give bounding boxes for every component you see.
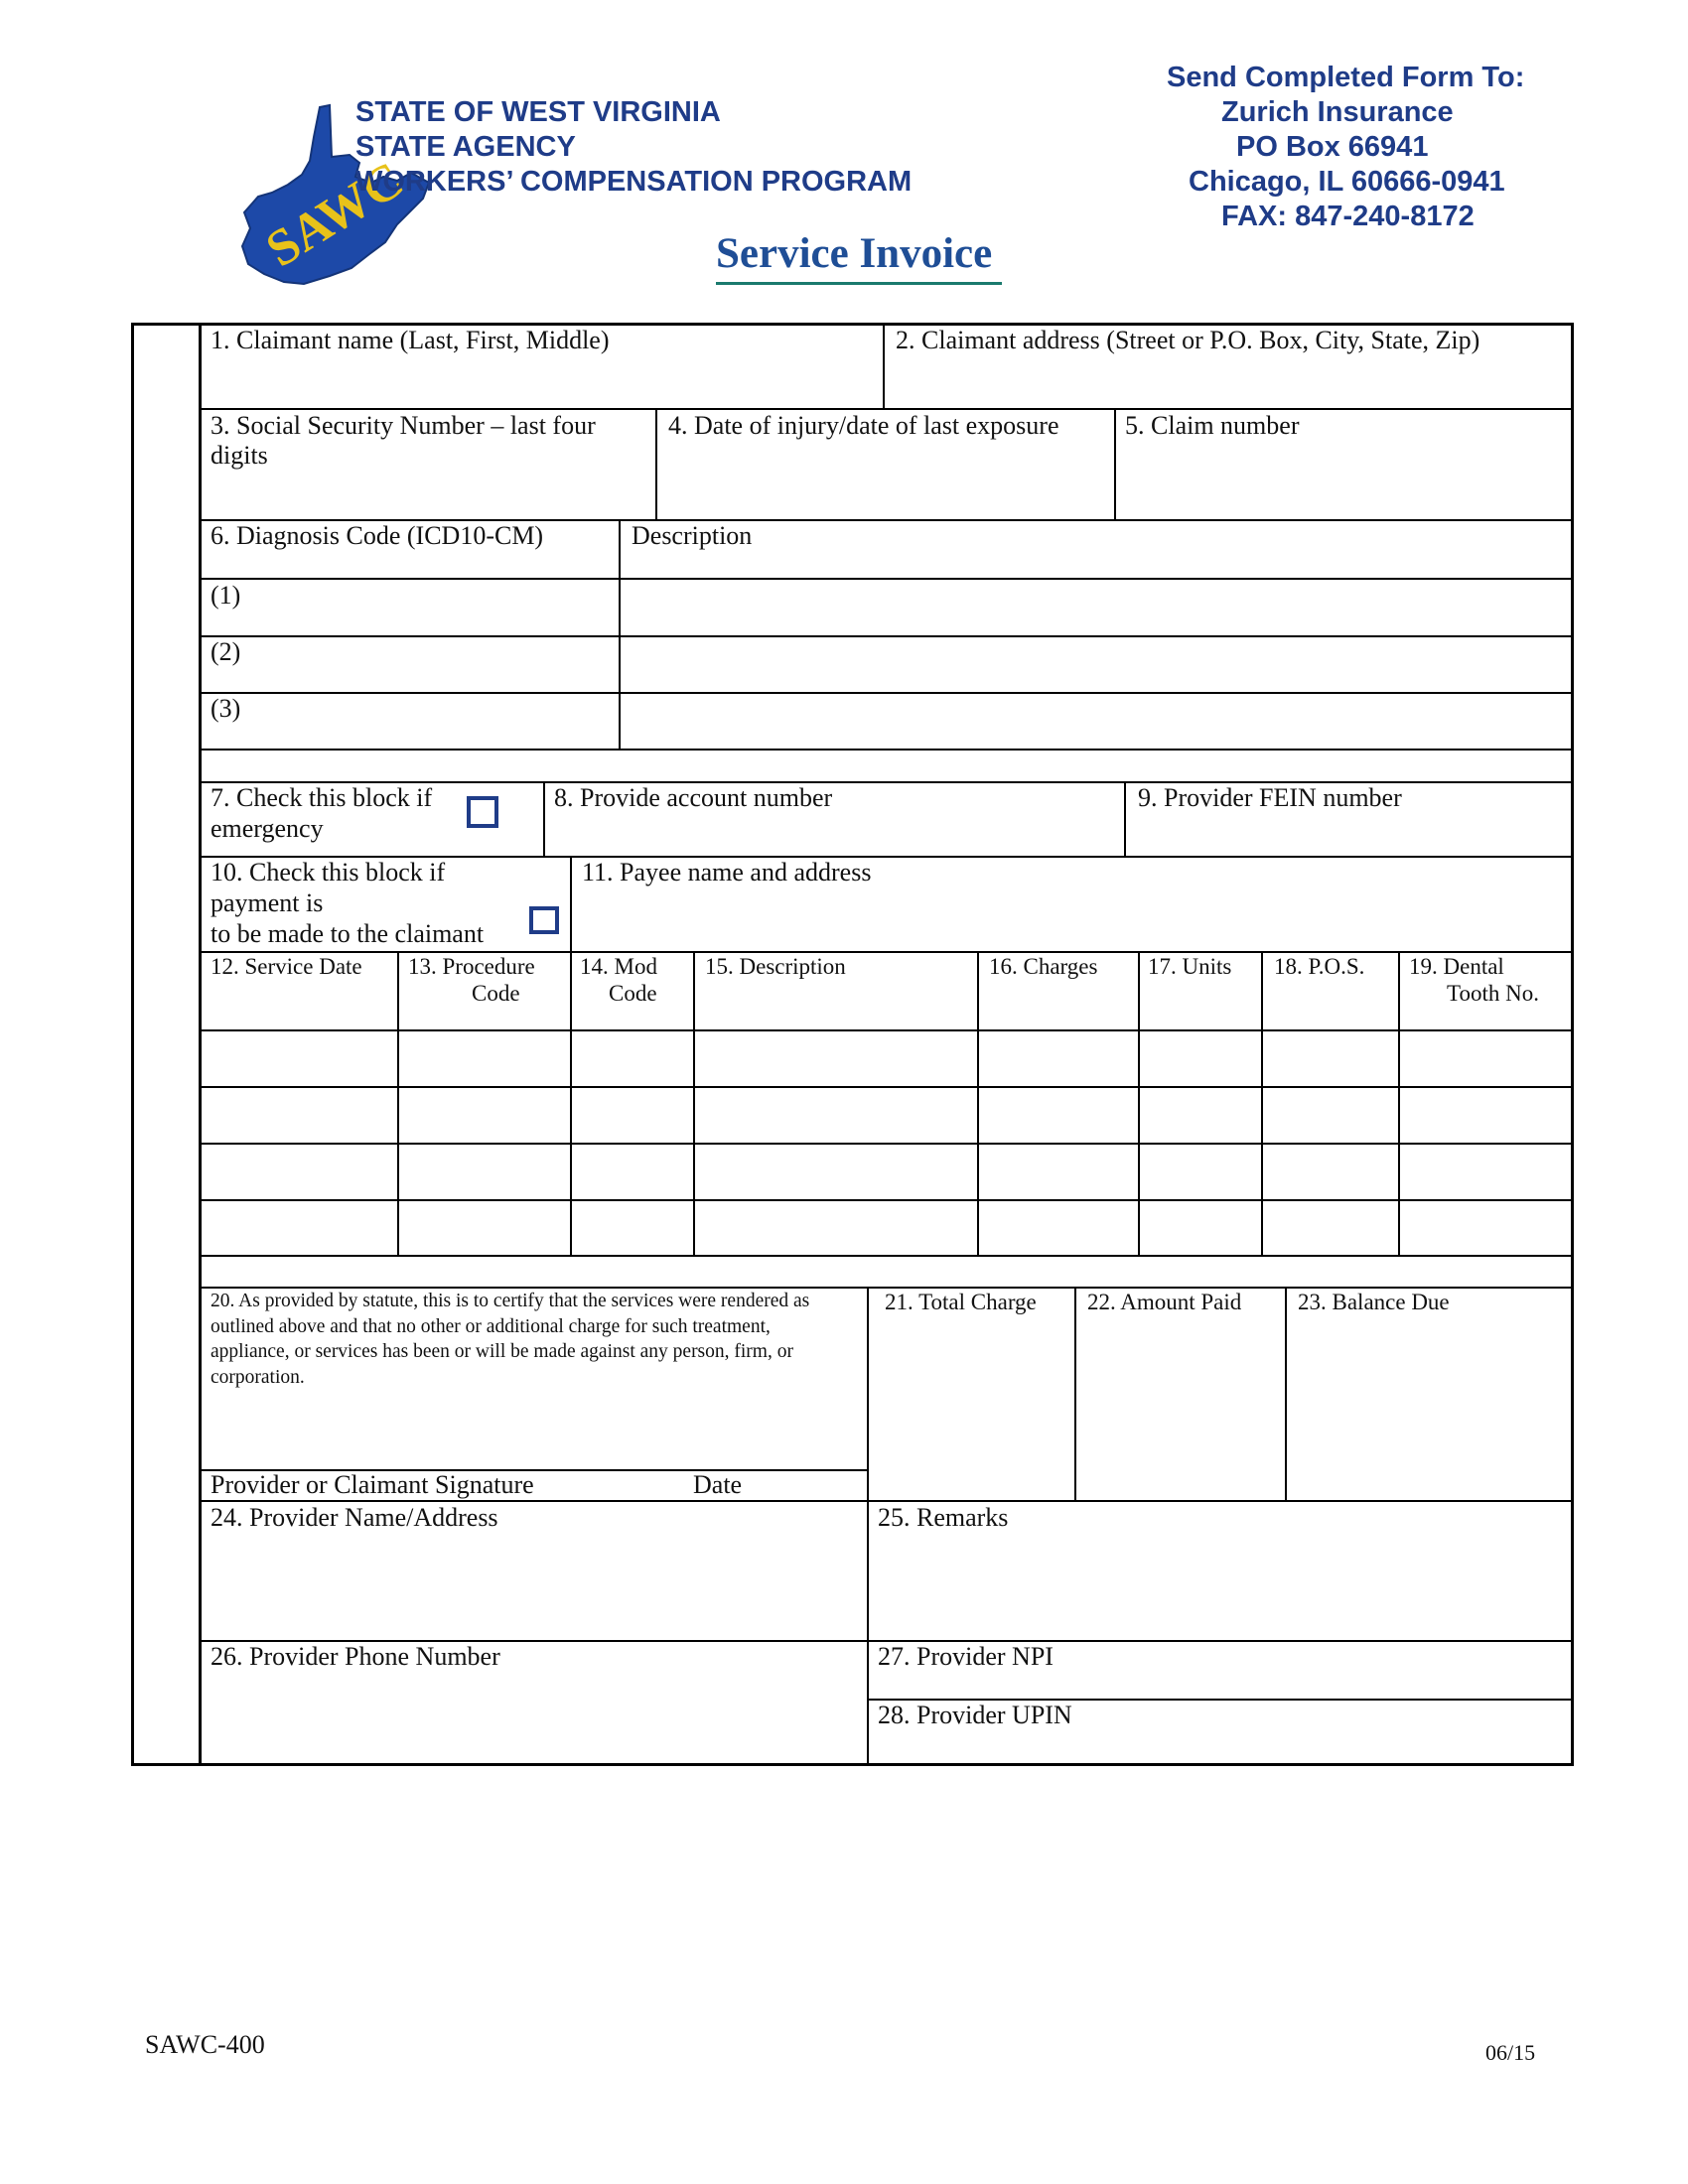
diagnosis-row-1-label: (1)	[211, 581, 241, 610]
procedure-code-header-1: 13. Procedure	[408, 954, 535, 979]
emergency-label-line2: emergency	[211, 814, 324, 843]
agency-line-2: STATE AGENCY	[355, 131, 576, 163]
form-revision: 06/15	[1485, 2040, 1536, 2065]
diagnosis-row-2-label: (2)	[211, 637, 241, 666]
provider-npi-label: 27. Provider NPI	[878, 1642, 1054, 1671]
provider-fein-label: 9. Provider FEIN number	[1138, 783, 1402, 812]
diagnosis-row-3-label: (3)	[211, 694, 241, 723]
pay-claimant-label-line1: 10. Check this block if	[211, 858, 446, 887]
ssn-label-line2: digits	[211, 441, 268, 470]
send-to-company: Zurich Insurance	[1221, 96, 1454, 128]
pos-header: 18. P.O.S.	[1274, 954, 1365, 979]
claim-number-label: 5. Claim number	[1125, 411, 1300, 440]
balance-due-label: 23. Balance Due	[1298, 1290, 1450, 1314]
account-number-label: 8. Provide account number	[554, 783, 833, 812]
pay-claimant-label-line3: to be made to the claimant	[211, 919, 485, 948]
claimant-name-label: 1. Claimant name (Last, First, Middle)	[211, 326, 610, 354]
dental-tooth-header-1: 19. Dental	[1409, 954, 1504, 979]
page-title: Service Invoice	[716, 230, 993, 277]
emergency-label-line1: 7. Check this block if	[211, 783, 433, 812]
provider-phone-label: 26. Provider Phone Number	[211, 1642, 500, 1671]
mod-code-header-2: Code	[609, 981, 657, 1006]
agency-line-1: STATE OF WEST VIRGINIA	[355, 96, 721, 128]
pay-claimant-label-line2: payment is	[211, 888, 324, 917]
form-id: SAWC-400	[145, 2030, 265, 2059]
units-header: 17. Units	[1148, 954, 1232, 979]
pay-claimant-checkbox[interactable]	[529, 906, 559, 934]
amount-paid-label: 22. Amount Paid	[1087, 1290, 1242, 1314]
certification-statement: 20. As provided by statute, this is to certify that the services were rendered as outlined above and that no other or additional charge for such treatment, appliance, or services has been or will be made against any person, firm, or corporation.	[211, 1291, 810, 1388]
send-to-city: Chicago, IL 60666-0941	[1189, 166, 1505, 198]
logo-text: SAWC	[256, 151, 414, 279]
send-to-pobox: PO Box 66941	[1236, 131, 1429, 163]
send-to-heading: Send Completed Form To:	[1167, 62, 1525, 93]
signature-date-label: Date	[693, 1470, 743, 1499]
total-charge-label: 21. Total Charge	[885, 1290, 1037, 1314]
diagnosis-description-label: Description	[632, 521, 753, 550]
charges-header: 16. Charges	[989, 954, 1098, 979]
emergency-checkbox[interactable]	[467, 796, 498, 828]
provider-upin-label: 28. Provider UPIN	[878, 1701, 1072, 1729]
date-of-injury-label: 4. Date of injury/date of last exposure	[668, 411, 1059, 440]
dental-tooth-header-2: Tooth No.	[1447, 981, 1539, 1006]
ssn-label-line1: 3. Social Security Number – last four	[211, 411, 596, 440]
service-date-header: 12. Service Date	[211, 954, 362, 979]
remarks-label: 25. Remarks	[878, 1503, 1009, 1532]
mod-code-header-1: 14. Mod	[580, 954, 657, 979]
signature-label: Provider or Claimant Signature	[211, 1470, 534, 1499]
title-underline	[716, 282, 1002, 285]
payee-name-address-label: 11. Payee name and address	[582, 858, 872, 887]
send-to-fax: FAX: 847-240-8172	[1221, 201, 1475, 232]
procedure-code-header-2: Code	[472, 981, 520, 1006]
claimant-address-label: 2. Claimant address (Street or P.O. Box, City, State, Zip)	[896, 326, 1480, 354]
diagnosis-code-label: 6. Diagnosis Code (ICD10-CM)	[211, 521, 544, 550]
provider-name-address-label: 24. Provider Name/Address	[211, 1503, 498, 1532]
agency-line-3: WORKERS’ COMPENSATION PROGRAM	[355, 166, 913, 198]
line-description-header: 15. Description	[705, 954, 846, 979]
